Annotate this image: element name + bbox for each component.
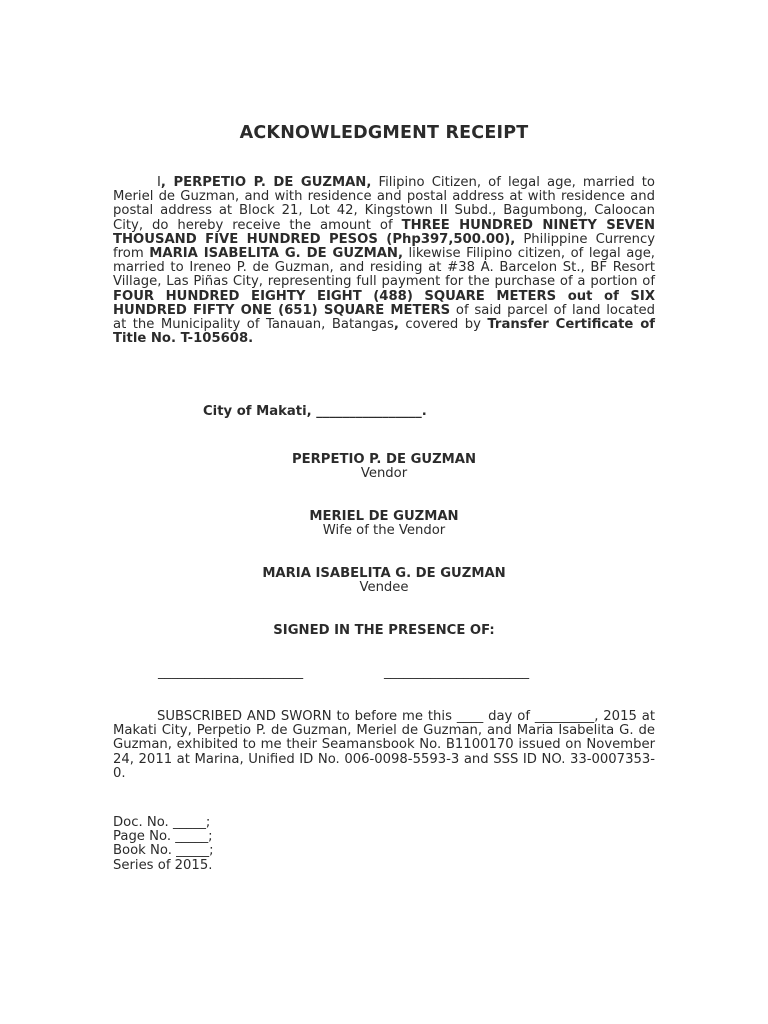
signatory-name: MARIA ISABELITA G. DE GUZMAN xyxy=(262,566,506,581)
witness-signature-line: ______________________ xyxy=(158,665,304,680)
body-text: I xyxy=(157,175,161,190)
signatory-name: MERIEL DE GUZMAN xyxy=(309,509,459,524)
signature-block-vendor xyxy=(0,453,768,482)
body-bold-text: , xyxy=(393,317,399,333)
signatory-role: Wife of the Vendor xyxy=(322,523,446,539)
body-text: covered by xyxy=(398,317,488,333)
body-bold-text: MARIA ISABELITA G. DE GUZMAN, xyxy=(149,246,403,262)
signatory-role: Vendor xyxy=(360,466,408,482)
signatory-name: PERPETIO P. DE GUZMAN xyxy=(291,452,477,467)
notarial-register xyxy=(113,816,214,873)
jurat-paragraph xyxy=(113,710,655,781)
body-text: of said parcel of land located at the Municipality of Tanauan, Batangas xyxy=(113,302,655,333)
body-bold-text: THREE HUNDRED NINETY SEVEN THOUSAND FIVE HUNDRED PESOS (Php397,500.00), xyxy=(113,217,656,247)
witness-signature-line: ______________________ xyxy=(384,665,530,680)
body-text: Filipino Citizen, of legal age, married to Meriel de Guzman, and with residence and postal address at with residence and postal address at Block 21, Lot 42, Kingstown II Subd., Bagumbong, Caloocan City, do hereby receive the amount of xyxy=(113,175,655,233)
receipt-paragraph xyxy=(113,176,655,346)
signature-block-wife xyxy=(0,510,768,539)
jurat-text: SUBSCRIBED AND SWORN to before me this ____ day of _________, 2015 at Makati City, Perpetio P. de Guzman, Meriel de Guzman, and Maria Isabelita G. de Guzman, exhibited to me their Seamansbook No. B1100170 issued on November 24, 2011 at Marina, Unified ID No. 006-0098-5593-3 and SSS ID NO. 33-0007353-0. xyxy=(113,709,655,781)
series-year: Series of 2015. xyxy=(113,857,213,873)
body-text: likewise Filipino citizen, of legal age, married to Ireneo P. de Guzman, and residing at #38 A. Barcelon St., BF Resort Village, Las Piñas City, representing full payment for the purchase of a portion of xyxy=(113,246,655,290)
witness-heading: SIGNED IN THE PRESENCE OF: xyxy=(273,623,495,638)
body-bold-text: FOUR HUNDRED EIGHTY EIGHT (488) SQUARE METERS out of SIX HUNDRED FIFTY ONE (651) SQUARE METERS xyxy=(113,288,655,318)
place-of-signing: City of Makati, ________________. xyxy=(203,404,427,419)
doc-number: Doc. No. _____; xyxy=(113,815,211,830)
signature-block-vendee xyxy=(0,567,768,596)
page-number: Page No. _____; xyxy=(113,829,213,845)
body-bold-text: Transfer Certificate of Title No. T-105608. xyxy=(113,317,656,347)
document-title: ACKNOWLEDGMENT RECEIPT xyxy=(239,123,529,143)
body-bold-text: , PERPETIO P. DE GUZMAN, xyxy=(160,175,372,190)
signatory-role: Vendee xyxy=(359,580,409,596)
book-number: Book No. _____; xyxy=(113,843,214,859)
body-text: Philippine Currency from xyxy=(113,231,655,262)
